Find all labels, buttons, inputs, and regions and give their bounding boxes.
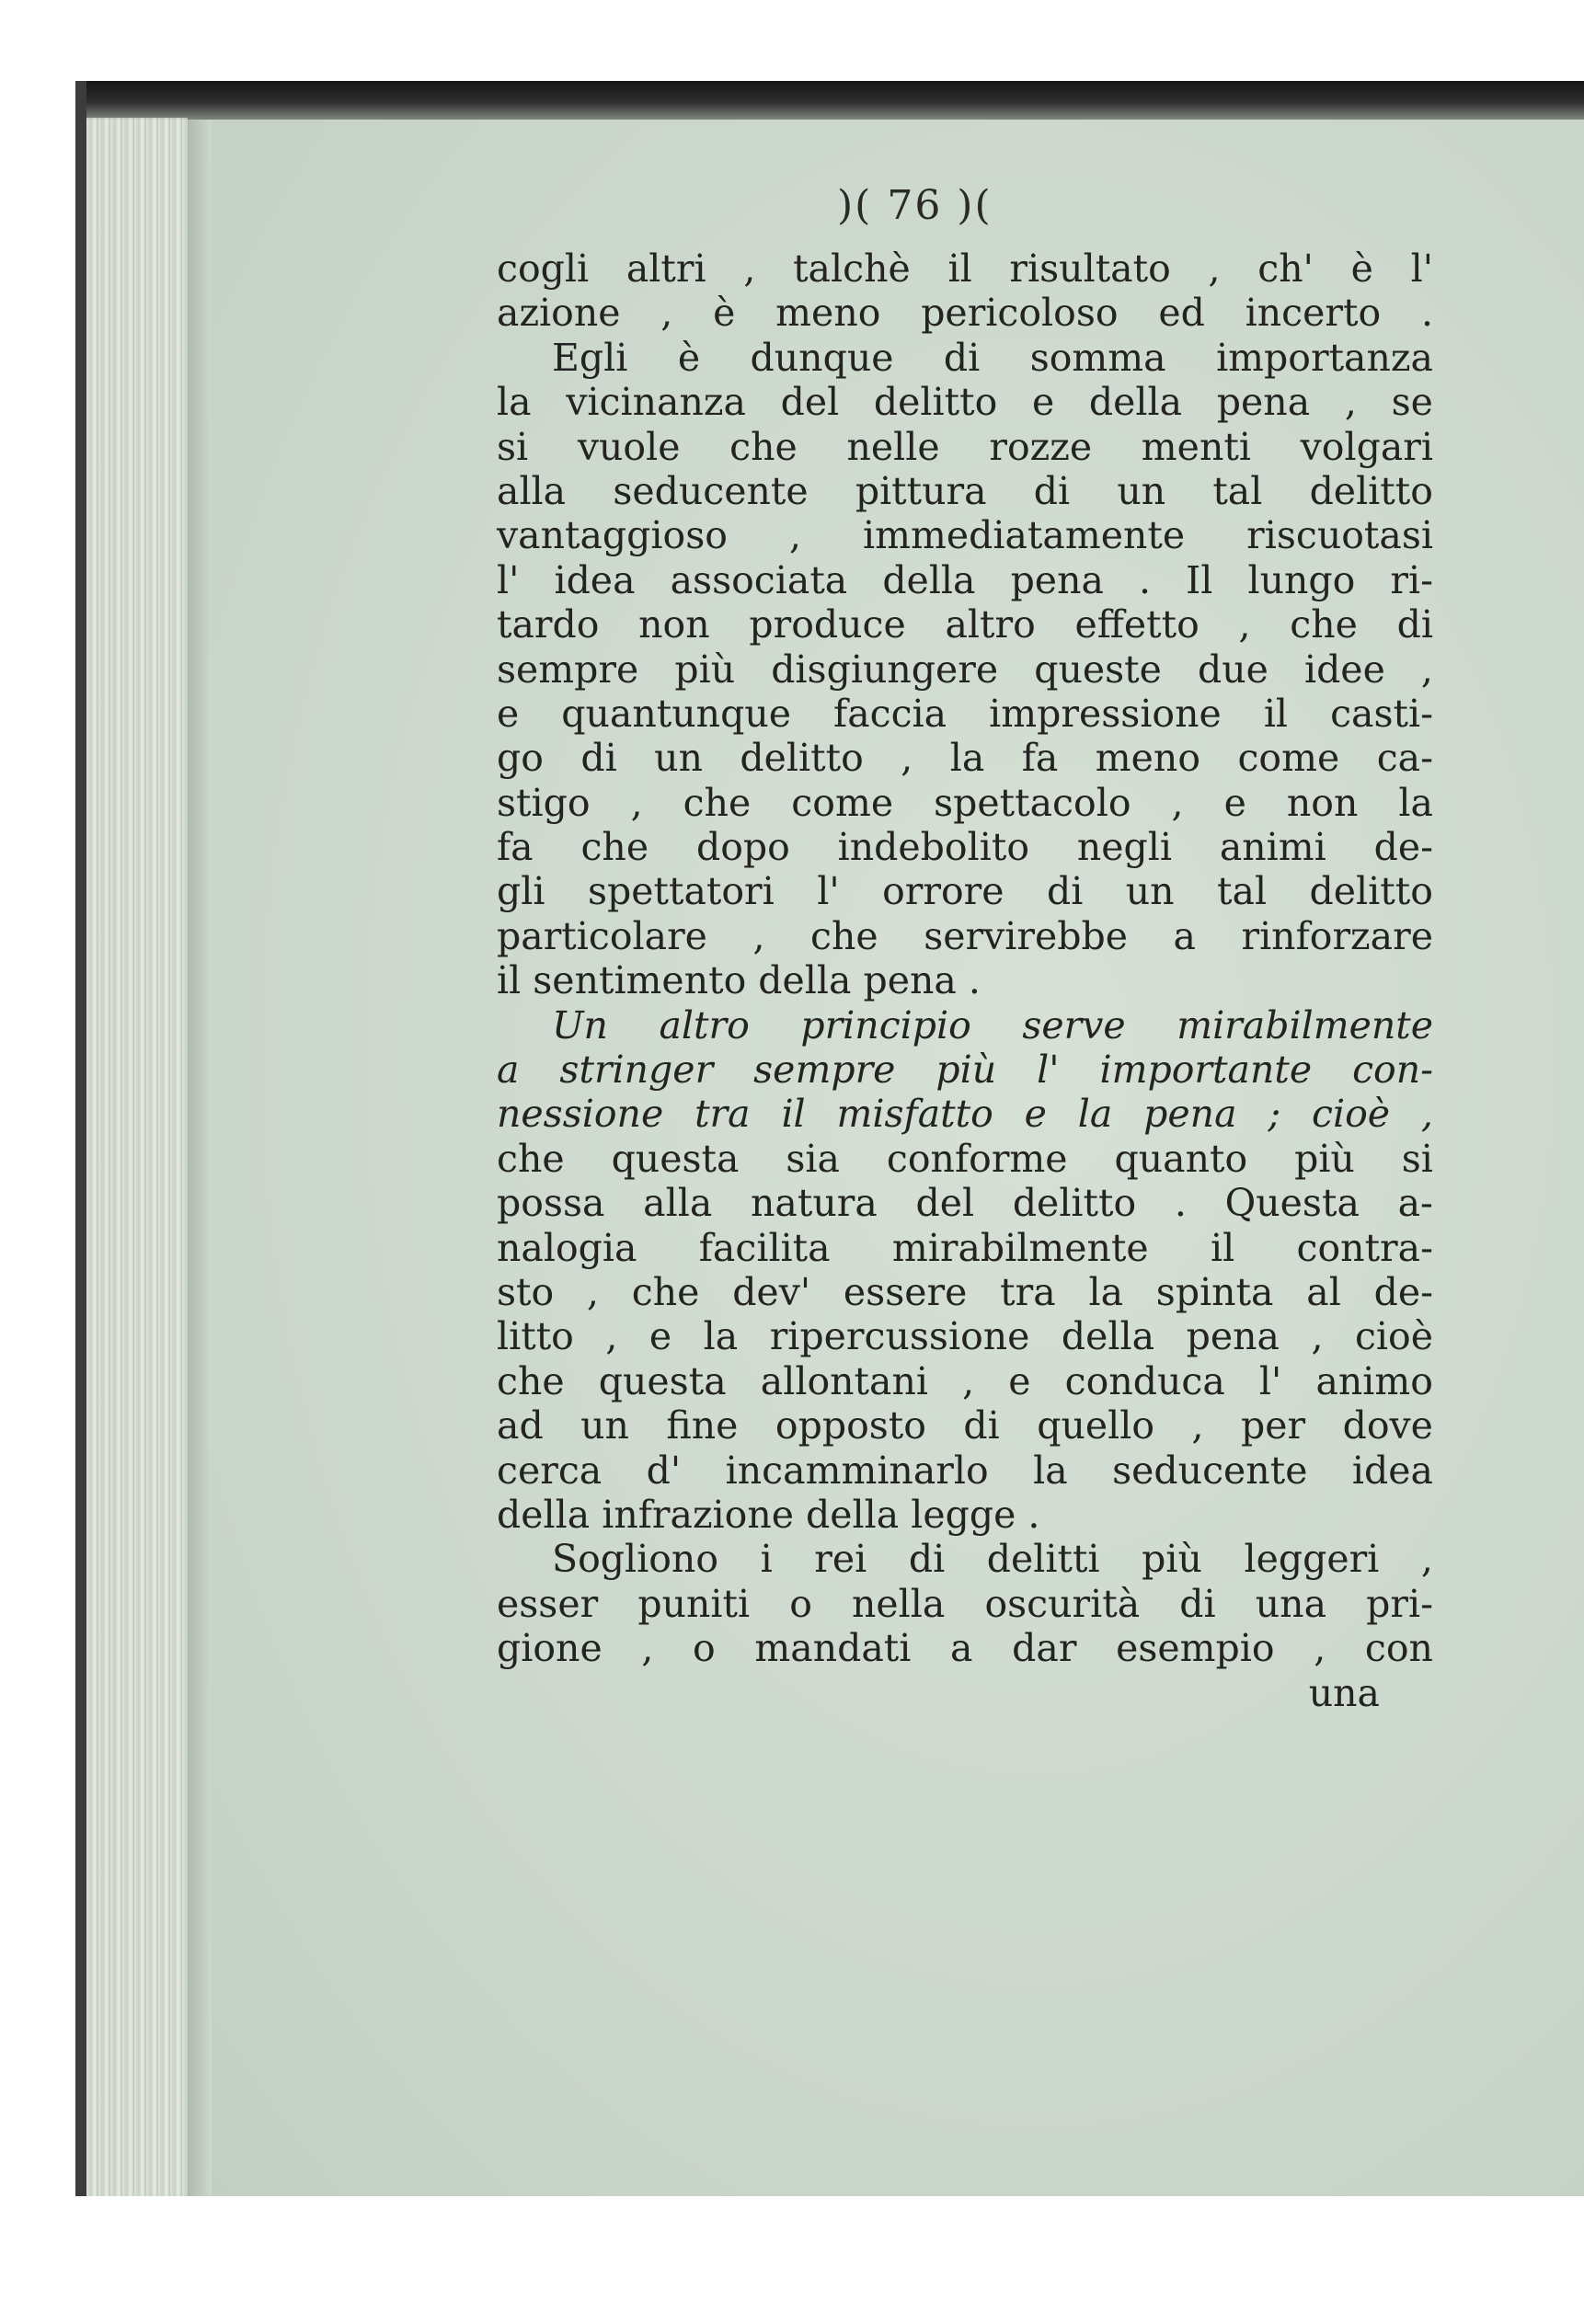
text-line: tardo non produce altro effetto , che di — [497, 602, 1433, 647]
text-line: vantaggioso , immediatamente riscuotasi — [497, 513, 1433, 558]
text-line: nalogia facilita mirabilmente il contra- — [497, 1225, 1433, 1270]
text-line: l' idea associata della pena . Il lungo ri- — [497, 557, 1433, 602]
text-line: gli spettatori l' orrore di un tal delitto — [497, 869, 1433, 914]
text-line: stigo , che come spettacolo , e non la — [497, 780, 1433, 825]
text-line: e quantunque faccia impressione il casti- — [497, 691, 1433, 736]
text-line: fa che dopo indebolito negli animi de- — [497, 825, 1433, 870]
page-stack-edge — [86, 118, 188, 2196]
text-line: azione , è meno pericoloso ed incerto . — [497, 291, 1433, 336]
text-line: Sogliono i rei di delitti più leggeri , — [552, 1537, 1433, 1582]
text-line: che questa sia conforme quanto più si — [497, 1136, 1433, 1181]
text-line: Egli è dunque di somma importanza — [552, 335, 1433, 380]
page-gutter-shadow — [188, 118, 212, 2196]
text-line: cogli altri , talchè il risultato , ch' è l' — [497, 246, 1433, 291]
text-line: possa alla natura del delitto . Questa a- — [497, 1181, 1433, 1226]
text-line: si vuole che nelle rozze menti volgari — [497, 424, 1433, 469]
text-line: esser puniti o nella oscurità di una pri- — [497, 1581, 1433, 1626]
body-text — [497, 246, 1433, 1715]
text-line: il sentimento della pena . — [497, 958, 981, 1003]
text-line: nessione tra il misfatto e la pena ; cioè , — [497, 1092, 1433, 1137]
text-line: Un altro principio serve mirabilmente — [552, 1002, 1433, 1048]
text-line: ad un fine opposto di quello , per dove — [497, 1403, 1433, 1448]
text-line: della infrazione della legge . — [497, 1492, 1040, 1537]
text-line: sempre più disgiungere queste due idee , — [497, 647, 1433, 692]
text-line: litto , e la ripercussione della pena , cioè — [497, 1314, 1433, 1359]
text-line: sto , che dev' essere tra la spinta al de- — [497, 1269, 1433, 1314]
text-line: alla seducente pittura di un tal delitto — [497, 468, 1433, 513]
text-line: cerca d' incamminarlo la seducente idea — [497, 1448, 1433, 1493]
text-line: a stringer sempre più l' importante con- — [497, 1048, 1433, 1093]
book-top-edge — [75, 81, 1584, 120]
text-line: la vicinanza del delitto e della pena , se — [497, 380, 1433, 425]
book-left-edge — [75, 81, 86, 2196]
running-head: )( 76 )( — [837, 182, 993, 229]
text-line: go di un delitto , la fa meno come ca- — [497, 736, 1433, 781]
text-line: che questa allontani , e conduca l' animo — [497, 1358, 1433, 1403]
catchword: una — [1308, 1670, 1380, 1715]
text-line: particolare , che servirebbe a rinforzare — [497, 913, 1433, 958]
text-line: gione , o mandati a dar esempio , con — [497, 1626, 1433, 1671]
